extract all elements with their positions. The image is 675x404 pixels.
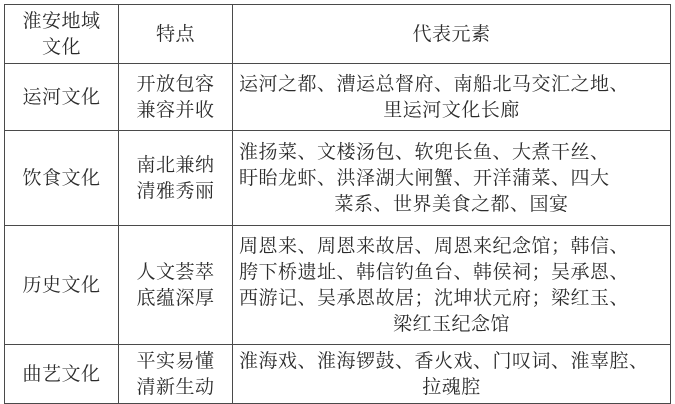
header-region-culture bbox=[5, 5, 119, 64]
culture-name-cell bbox=[5, 64, 119, 131]
elements-line: 周恩来、周恩来故居、周恩来纪念馆；韩信、 bbox=[239, 235, 630, 257]
table-row bbox=[5, 131, 671, 226]
table-header-row bbox=[5, 5, 671, 64]
elements-line: 菜系、世界美食之都、国宴 bbox=[334, 193, 569, 215]
feature-line: 平实易懂 bbox=[136, 350, 215, 372]
elements-line: 运河之都、漕运总督府、南船北马交汇之地、 bbox=[239, 73, 630, 95]
culture-name: 曲艺文化 bbox=[22, 363, 101, 385]
header-elements bbox=[233, 5, 671, 64]
elements-cell bbox=[233, 131, 671, 226]
feature-line: 底蕴深厚 bbox=[136, 287, 215, 309]
elements-cell bbox=[233, 226, 671, 345]
elements-line: 盱眙龙虾、洪泽湖大闸蟹、开洋蒲菜、四大 bbox=[239, 167, 610, 189]
elements-line: 梁红玉纪念馆 bbox=[392, 313, 510, 335]
header-region-culture-line1: 淮安地域 bbox=[22, 10, 101, 32]
table-row bbox=[5, 345, 671, 404]
elements-cell bbox=[233, 64, 671, 131]
elements-line: 胯下桥遗址、韩信钓鱼台、韩侯祠；吴承恩、 bbox=[239, 261, 630, 283]
header-feature bbox=[119, 5, 233, 64]
feature-line: 清雅秀丽 bbox=[136, 180, 215, 202]
table-row bbox=[5, 226, 671, 345]
elements-line: 淮扬菜、文楼汤包、软兜长鱼、大煮干丝、 bbox=[239, 141, 610, 163]
feature-line: 开放包容 bbox=[136, 73, 215, 95]
elements-cell bbox=[233, 345, 671, 404]
feature-cell bbox=[119, 226, 233, 345]
elements-line: 里运河文化长廊 bbox=[383, 99, 520, 121]
culture-name-cell bbox=[5, 131, 119, 226]
header-region-culture-line2: 文化 bbox=[41, 36, 81, 58]
culture-name: 饮食文化 bbox=[22, 167, 101, 189]
culture-name-cell bbox=[5, 226, 119, 345]
feature-line: 南北兼纳 bbox=[136, 154, 215, 176]
culture-name: 运河文化 bbox=[22, 86, 101, 108]
header-elements-label: 代表元素 bbox=[412, 23, 491, 45]
culture-name-cell bbox=[5, 345, 119, 404]
elements-line: 西游记、吴承恩故居；沈坤状元府；梁红玉、 bbox=[239, 287, 630, 309]
feature-line: 人文荟萃 bbox=[136, 261, 215, 283]
culture-name: 历史文化 bbox=[22, 274, 101, 296]
feature-cell bbox=[119, 345, 233, 404]
feature-line: 清新生动 bbox=[136, 376, 215, 398]
elements-line: 淮海戏、淮海锣鼓、香火戏、门叹词、淮辜腔、 bbox=[239, 350, 649, 372]
feature-cell bbox=[119, 131, 233, 226]
feature-cell bbox=[119, 64, 233, 131]
table-row bbox=[5, 64, 671, 131]
elements-line: 拉魂腔 bbox=[422, 376, 481, 398]
culture-table bbox=[4, 4, 671, 404]
feature-line: 兼容并收 bbox=[136, 99, 215, 121]
header-feature-label: 特点 bbox=[155, 23, 195, 45]
